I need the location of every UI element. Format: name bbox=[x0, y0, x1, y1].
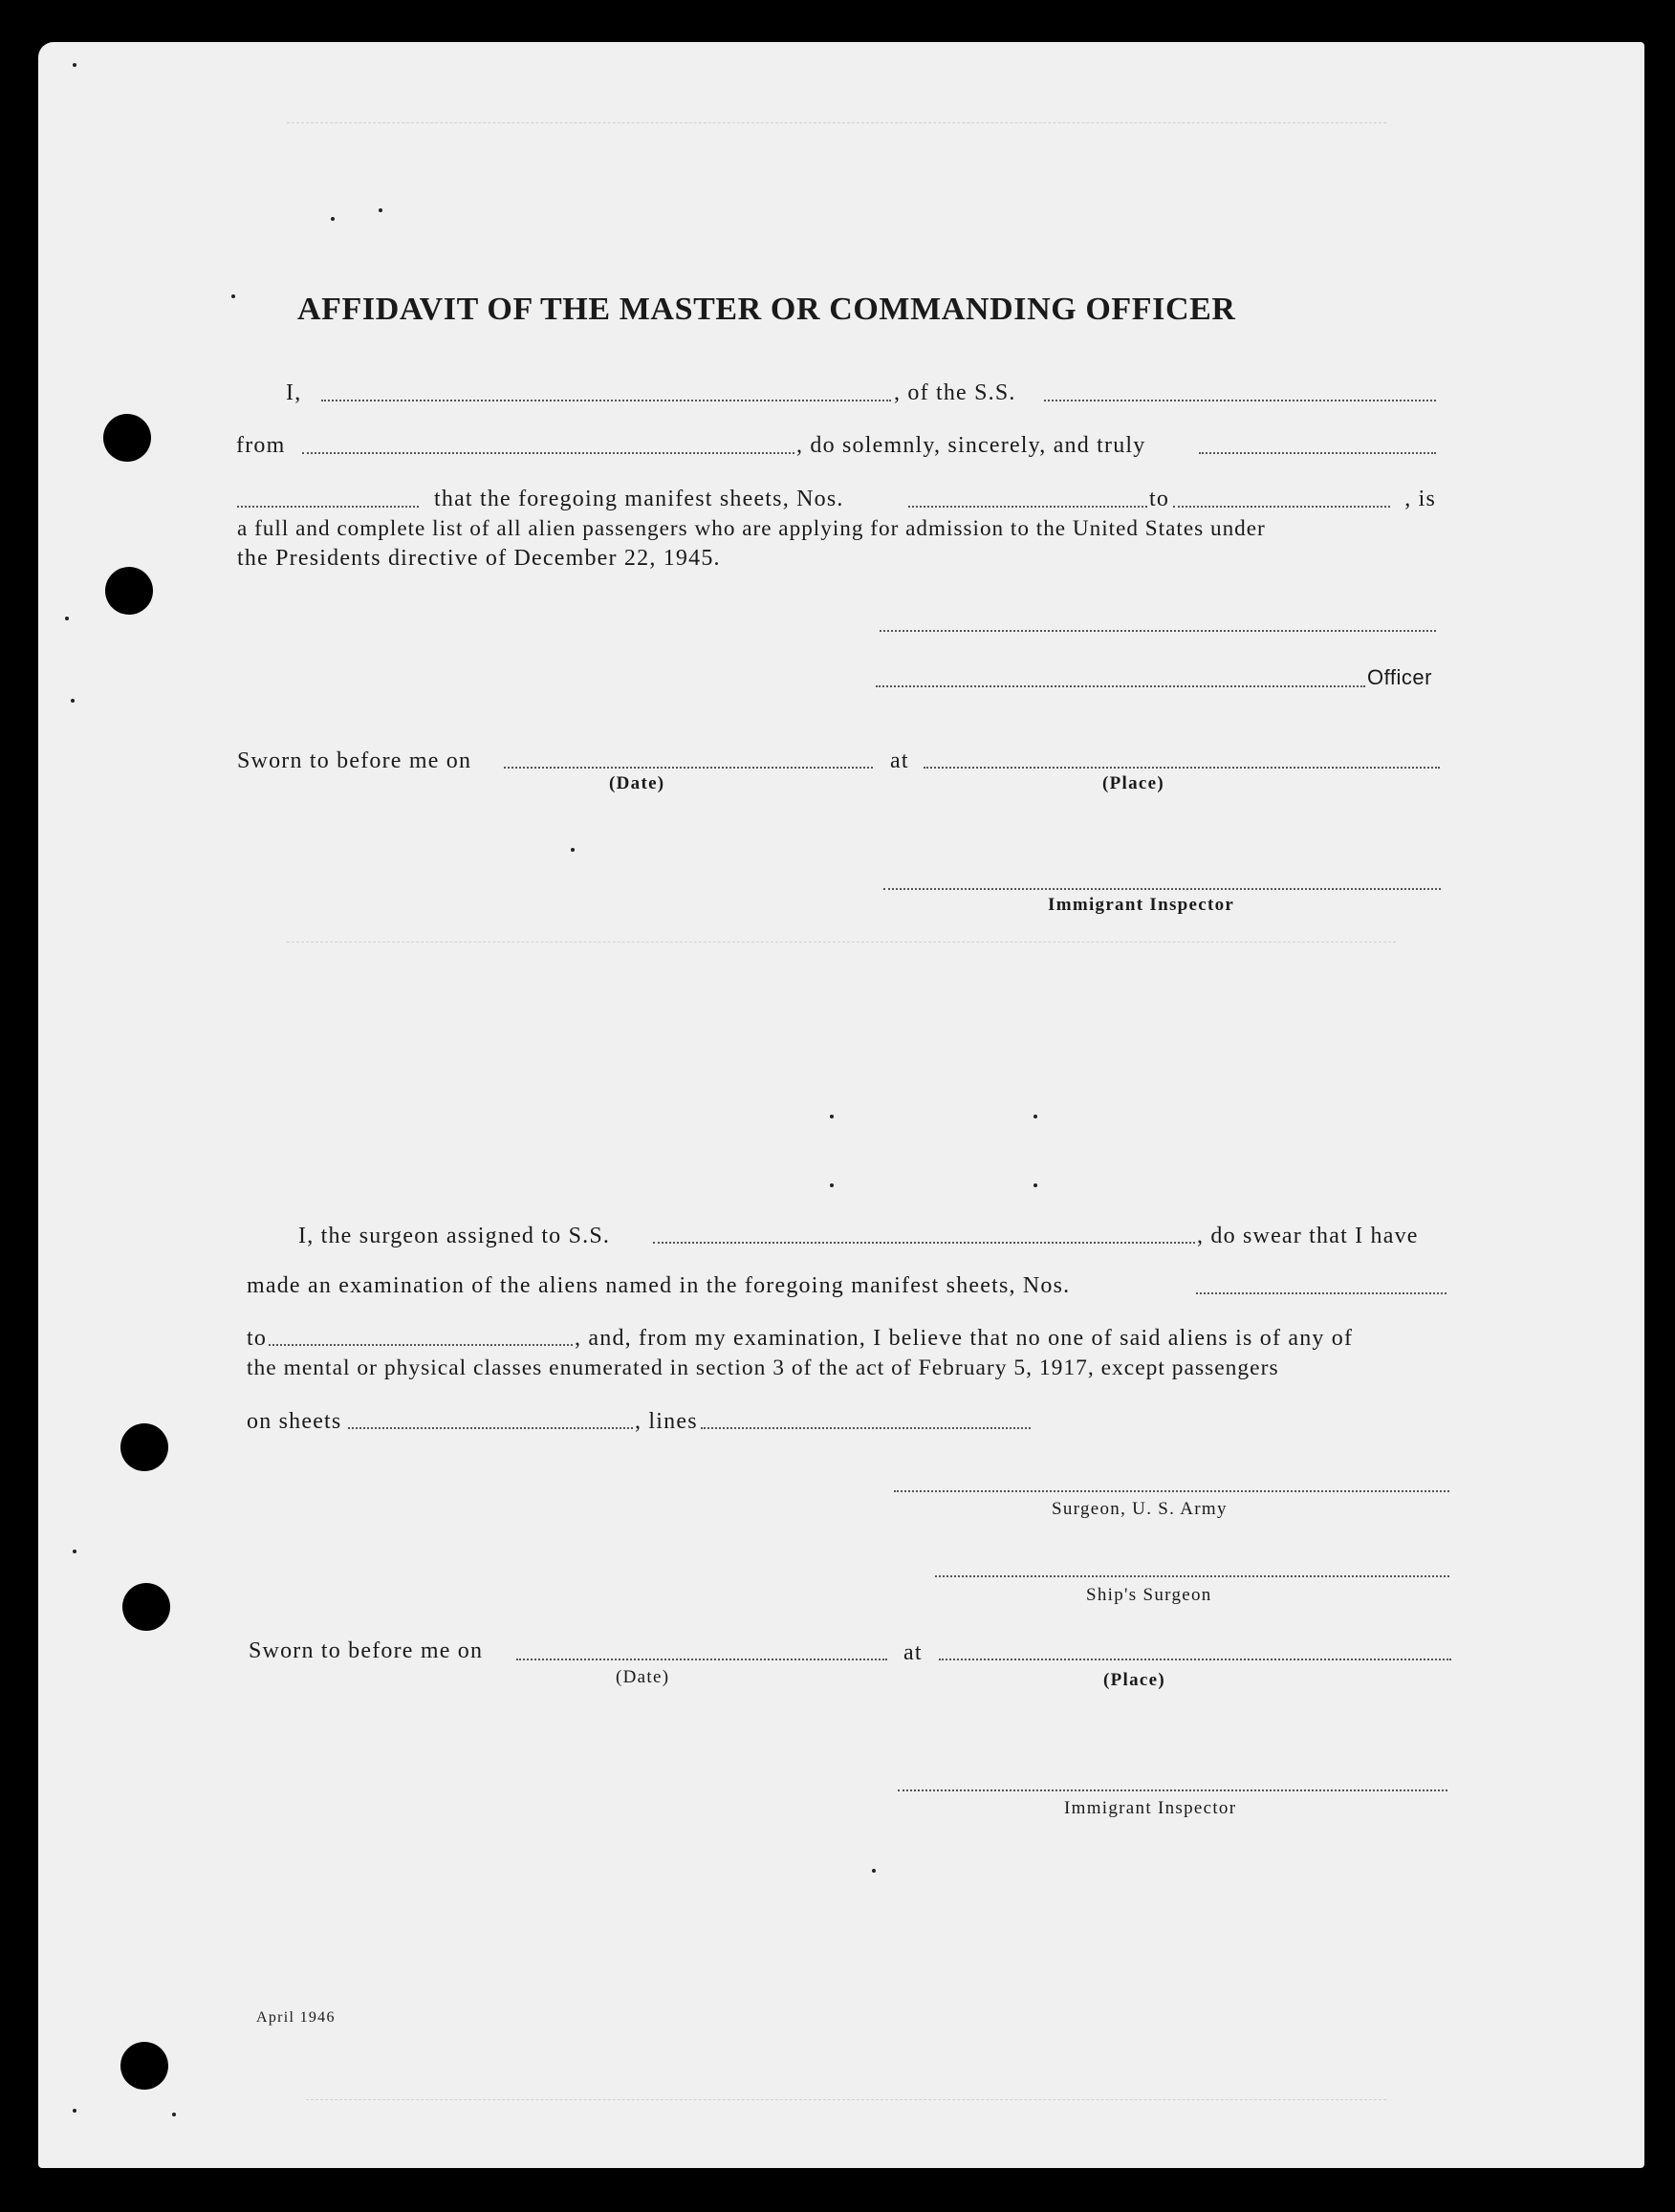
surgeon-sworn-prefix: Sworn to before me on bbox=[249, 1638, 484, 1663]
sheet-to-field[interactable] bbox=[1173, 506, 1390, 508]
sworn-prefix: Sworn to before me on bbox=[237, 748, 472, 773]
speck bbox=[73, 63, 76, 67]
speck bbox=[830, 1183, 834, 1187]
surgeon-line4: the mental or physical classes enumerated in section 3 of the act of February 5, 1917, except passengers bbox=[247, 1355, 1279, 1380]
speck bbox=[830, 1115, 834, 1118]
surgeon-line2: made an examination of the aliens named in the foregoing manifest sheets, Nos. bbox=[247, 1273, 1071, 1298]
ship-name-field[interactable] bbox=[1044, 400, 1436, 401]
line4: a full and complete list of all alien passengers who are applying for admission to the United States under bbox=[237, 516, 1266, 541]
sworn-at: at bbox=[890, 748, 909, 773]
surgeon-line1-end: , do swear that I have bbox=[1197, 1224, 1419, 1248]
document-page bbox=[38, 42, 1644, 2168]
inspector-label: Immigrant Inspector bbox=[1048, 895, 1235, 915]
fold-line bbox=[287, 122, 1386, 123]
speck bbox=[65, 617, 69, 620]
ships-surgeon-label: Ship's Surgeon bbox=[1086, 1585, 1212, 1605]
surgeon-place-label: (Place) bbox=[1103, 1670, 1166, 1690]
line1-mid: , of the S.S. bbox=[894, 380, 1016, 405]
line5: the Presidents directive of December 22, 1945. bbox=[237, 546, 721, 571]
surgeon-sworn-place-field[interactable] bbox=[939, 1659, 1451, 1660]
speck bbox=[872, 1869, 876, 1873]
speck bbox=[571, 848, 575, 852]
speck bbox=[331, 217, 335, 221]
line3-end: , is bbox=[1404, 487, 1436, 511]
surgeon-line5-mid: , lines bbox=[635, 1409, 698, 1434]
speck bbox=[1033, 1183, 1037, 1187]
line3-mid: that the foregoing manifest sheets, Nos. bbox=[434, 487, 844, 511]
line1-prefix: I, bbox=[286, 380, 302, 405]
army-surgeon-signature-line[interactable] bbox=[894, 1490, 1449, 1492]
speck bbox=[71, 699, 75, 703]
sworn-date-field[interactable] bbox=[504, 767, 873, 769]
line3-to: to bbox=[1149, 487, 1170, 511]
surgeon-date-label: (Date) bbox=[616, 1667, 670, 1687]
line2-mid: , do solemnly, sincerely, and truly bbox=[796, 433, 1146, 458]
surgeon-sheets-from-field[interactable] bbox=[1196, 1292, 1447, 1294]
sworn-place-field[interactable] bbox=[924, 767, 1440, 769]
speck bbox=[1033, 1115, 1037, 1118]
except-sheets-field[interactable] bbox=[348, 1427, 633, 1429]
inspector-signature-line[interactable] bbox=[883, 888, 1441, 890]
surgeon-sworn-date-field[interactable] bbox=[516, 1659, 887, 1660]
surgeon-inspector-label: Immigrant Inspector bbox=[1064, 1798, 1237, 1818]
speck bbox=[73, 2109, 76, 2113]
fold-line bbox=[287, 942, 1396, 943]
surgeon-line3-prefix: to bbox=[247, 1326, 268, 1351]
surgeon-ship-field[interactable] bbox=[653, 1242, 1195, 1244]
ships-surgeon-signature-line[interactable] bbox=[935, 1575, 1449, 1577]
form-date: April 1946 bbox=[256, 2009, 336, 2026]
punch-hole bbox=[120, 2042, 168, 2090]
date-label: (Date) bbox=[609, 773, 665, 793]
surgeon-line1-prefix: I, the surgeon assigned to S.S. bbox=[298, 1224, 611, 1248]
fold-line bbox=[306, 2099, 1386, 2100]
punch-hole bbox=[103, 414, 151, 462]
surgeon-line3-end: , and, from my examination, I believe that no one of said aliens is of any of bbox=[575, 1326, 1354, 1351]
except-lines-field[interactable] bbox=[701, 1427, 1031, 1429]
name-field[interactable] bbox=[321, 400, 891, 401]
officer-title-line[interactable] bbox=[876, 685, 1365, 687]
punch-hole bbox=[122, 1583, 170, 1631]
surgeon-sheets-to-field[interactable] bbox=[269, 1344, 573, 1346]
surgeon-line5-prefix: on sheets bbox=[247, 1409, 342, 1434]
speck bbox=[379, 208, 382, 212]
surgeon-inspector-signature-line[interactable] bbox=[898, 1789, 1447, 1791]
speck bbox=[172, 2113, 176, 2116]
army-surgeon-label: Surgeon, U. S. Army bbox=[1052, 1499, 1228, 1519]
speck bbox=[231, 294, 235, 298]
page-title: AFFIDAVIT OF THE MASTER OR COMMANDING OFFICER bbox=[297, 292, 1236, 327]
place-label: (Place) bbox=[1102, 773, 1165, 793]
oath-type-field[interactable] bbox=[1199, 452, 1436, 454]
line2-prefix: from bbox=[236, 433, 286, 458]
punch-hole bbox=[105, 567, 153, 615]
officer-label: Officer bbox=[1367, 665, 1432, 689]
oath-verb-field[interactable] bbox=[237, 506, 419, 508]
origin-field[interactable] bbox=[302, 452, 794, 454]
speck bbox=[73, 1550, 76, 1553]
punch-hole bbox=[120, 1423, 168, 1471]
officer-signature-line[interactable] bbox=[880, 630, 1436, 632]
surgeon-sworn-at: at bbox=[903, 1640, 923, 1665]
sheet-from-field[interactable] bbox=[908, 506, 1147, 508]
